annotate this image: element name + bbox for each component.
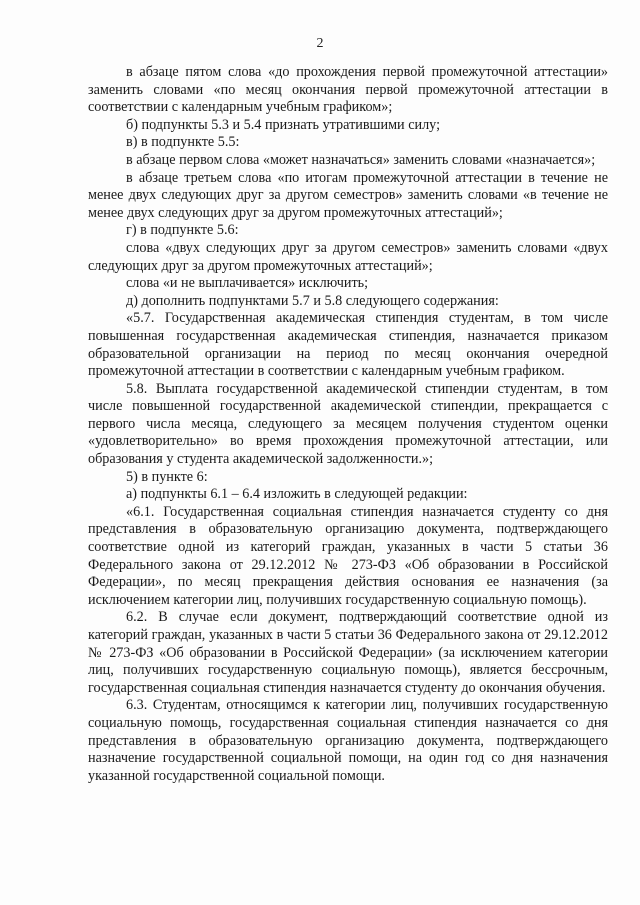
paragraph: 6.2. В случае если документ, подтверждающий соответствие одной из категорий граждан, указанных в части 5 статьи 36 Федерального закона от 29.12.2012 № 273-ФЗ «Об образовании в Российской Федерации» (за исключением категории лиц, получивших государственную социальную помощь), является бессрочным, государственная социальная стипендия назначается студенту до окончания обучения. xyxy=(88,609,608,696)
paragraph: «5.7. Государственная академическая стипендия студентам, в том числе повышенная государственная академическая стипендия, назначается приказом образовательной организации на период по месяц окончания очередной промежуточной аттестации в соответствии с календарным учебным графиком. xyxy=(88,310,608,380)
paragraph: в) в подпункте 5.5: xyxy=(126,134,240,151)
paragraph: д) дополнить подпунктами 5.7 и 5.8 следующего содержания: xyxy=(126,292,499,309)
paragraph: б) подпункты 5.3 и 5.4 признать утратившими силу; xyxy=(126,116,441,133)
paragraph: в абзаце третьем слова «по итогам промежуточной аттестации в течение не менее двух следующих друг за другом семестров» заменить словами «в течение не менее двух следующих друг за другом промежуточных аттестаций»; xyxy=(88,169,608,221)
document-body xyxy=(88,64,608,785)
paragraph: 5.8. Выплата государственной академической стипендии студентам, в том числе повышенной государственной академической стипендии, прекращается с первого числа месяца, следующего за месяцем получения студентом оценки «удовлетворительно» во время прохождения промежуточной аттестации, или образования у студента академической задолженности.»; xyxy=(88,380,608,468)
page-number: 2 xyxy=(316,36,324,51)
paragraph: г) в подпункте 5.6: xyxy=(126,222,239,239)
paragraph: 5) в пункте 6: xyxy=(126,468,208,485)
paragraph: «6.1. Государственная социальная стипендия назначается студенту со дня представления в образовательную организацию документа, подтверждающего соответствие одной из категорий граждан, указанных в части 5 статьи 36 Федерального закона от 29.12.2012 № 273-ФЗ «Об образовании в Российской Федерации», по месяц прекращения действия основания ее назначения (за исключением категории лиц, получивших государственную социальную помощь). xyxy=(88,503,608,608)
paragraph: в абзаце пятом слова «до прохождения первой промежуточной аттестации» заменить словами «по месяц окончания первой промежуточной аттестации в соответствии с календарным учебным графиком»; xyxy=(88,64,608,116)
paragraph: слова «и не выплачивается» исключить; xyxy=(126,275,369,292)
paragraph: 6.3. Студентам, относящимся к категории лиц, получивших государственную социальную помощь, государственная социальная стипендия назначается со дня представления в образовательную организацию документа, подтверждающего назначение государственной социальной помощи, на один год со дня назначения указанной государственной социальной помощи. xyxy=(88,697,608,784)
paragraph: в абзаце первом слова «может назначаться» заменить словами «назначается»; xyxy=(126,151,596,168)
paragraph: а) подпункты 6.1 – 6.4 изложить в следующей редакции: xyxy=(126,486,468,503)
paragraph: слова «двух следующих друг за другом семестров» заменить словами «двух следующих друг за другом промежуточных аттестаций»; xyxy=(88,239,608,274)
